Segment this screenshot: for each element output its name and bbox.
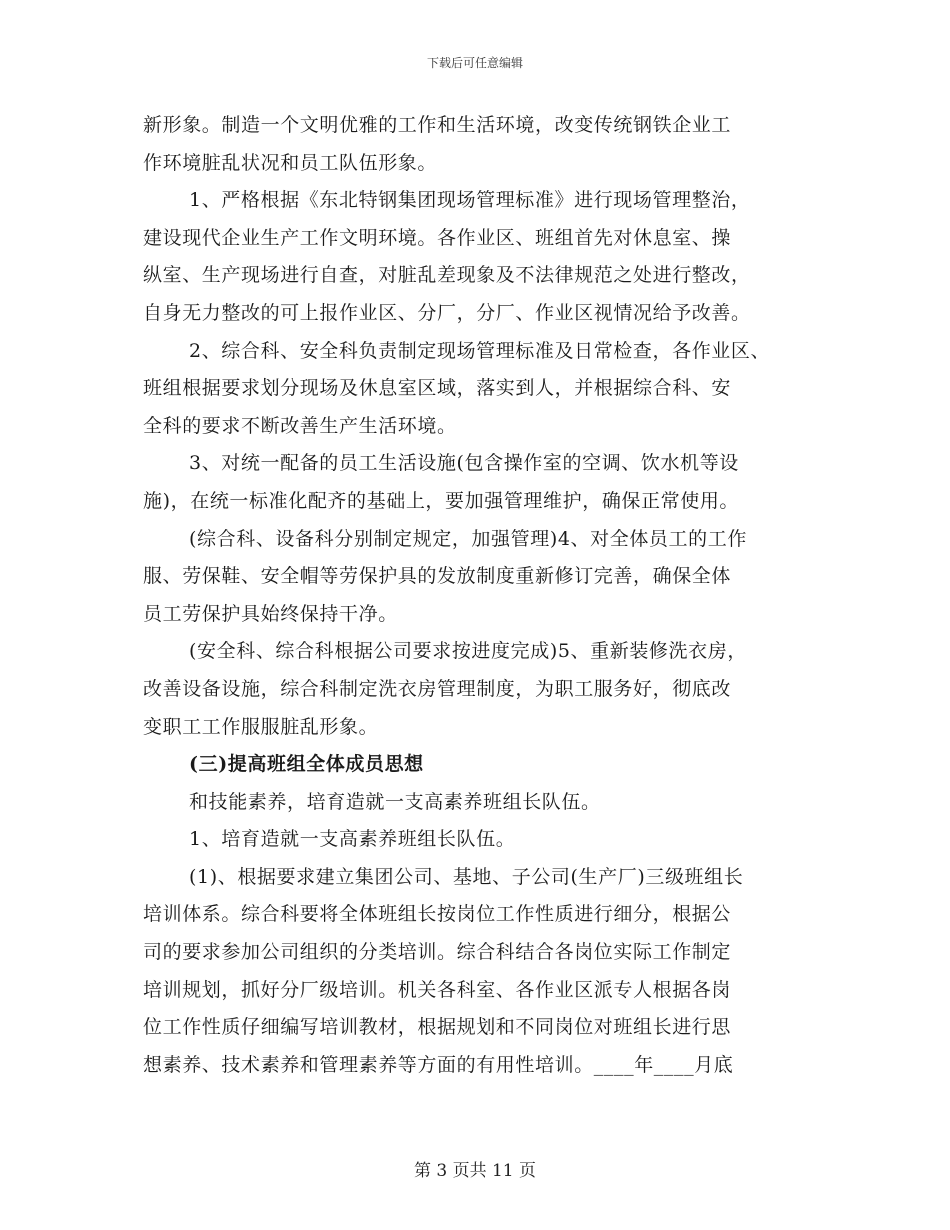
text-line: 全科的要求不断改善生产生活环境。 — [143, 414, 457, 437]
text-line: 培训体系。综合科要将全体班组长按岗位工作性质进行细分，根据公 — [143, 903, 732, 926]
section-heading: (三)提高班组全体成员思想 — [189, 753, 424, 776]
text-line: 服、劳保鞋、安全帽等劳保护具的发放制度重新修订完善，确保全体 — [143, 565, 732, 588]
page-header: 下载后可任意编辑 — [426, 56, 523, 70]
text-line: 纵室、生产现场进行自查，对脏乱差现象及不法律规范之处进行整改， — [143, 264, 751, 287]
text-line: 新形象。制造一个文明优雅的工作和生活环境，改变传统钢铁企业工 — [143, 114, 732, 136]
text-line: (安全科、综合科根据公司要求按进度完成)5、重新装修洗衣房， — [189, 640, 747, 663]
text-line: 1、培育造就一支高素养班组长队伍。 — [189, 828, 516, 851]
text-line: 员工劳保护具始终保持干净。 — [143, 602, 398, 625]
text-line: 自身无力整改的可上报作业区、分厂，分厂、作业区视情况给予改善。 — [143, 301, 751, 324]
text-line: 施)，在统一标准化配齐的基础上，要加强管理维护，确保正常使用。 — [143, 489, 740, 512]
text-line: 培训规划，抓好分厂级培训。机关各科室、各作业区派专人根据各岗 — [143, 978, 732, 1001]
text-line: 变职工工作服服脏乱形象。 — [143, 715, 379, 738]
text-line: 建设现代企业生产工作文明环境。各作业区、班组首先对休息室、操 — [143, 226, 732, 249]
text-line: 位工作性质仔细编写培训教材，根据规划和不同岗位对班组长进行思 — [143, 1016, 732, 1039]
text-line: 1、严格根据《东北特钢集团现场管理标准》进行现场管理整治， — [189, 189, 751, 212]
text-line: 想素养、技术素养和管理素养等方面的有用性培训。____年____月底 — [143, 1053, 734, 1076]
text-line: 2、综合科、安全科负责制定现场管理标准及日常检查，各作业区、 — [189, 339, 771, 362]
text-line: 3、对统一配备的员工生活设施(包含操作室的空调、饮水机等设 — [189, 452, 739, 475]
text-line: 和技能素养，培育造就一支高素养班组长队伍。 — [189, 790, 601, 813]
document-body — [143, 107, 843, 1084]
text-line: (综合科、设备科分别制定规定，加强管理)4、对全体员工的工作 — [189, 527, 747, 550]
text-line: 班组根据要求划分现场及休息室区域，落实到人，并根据综合科、安 — [143, 377, 732, 400]
page-number: 第 3 页共 11 页 — [413, 1161, 537, 1181]
text-line: 作环境脏乱状况和员工队伍形象。 — [143, 151, 438, 174]
text-line: (1)、根据要求建立集团公司、基地、子公司(生产厂)三级班组长 — [189, 865, 744, 888]
text-line: 司的要求参加公司组织的分类培训。综合科结合各岗位实际工作制定 — [143, 941, 732, 964]
text-line: 改善设备设施，综合科制定洗衣房管理制度，为职工服务好，彻底改 — [143, 677, 732, 700]
